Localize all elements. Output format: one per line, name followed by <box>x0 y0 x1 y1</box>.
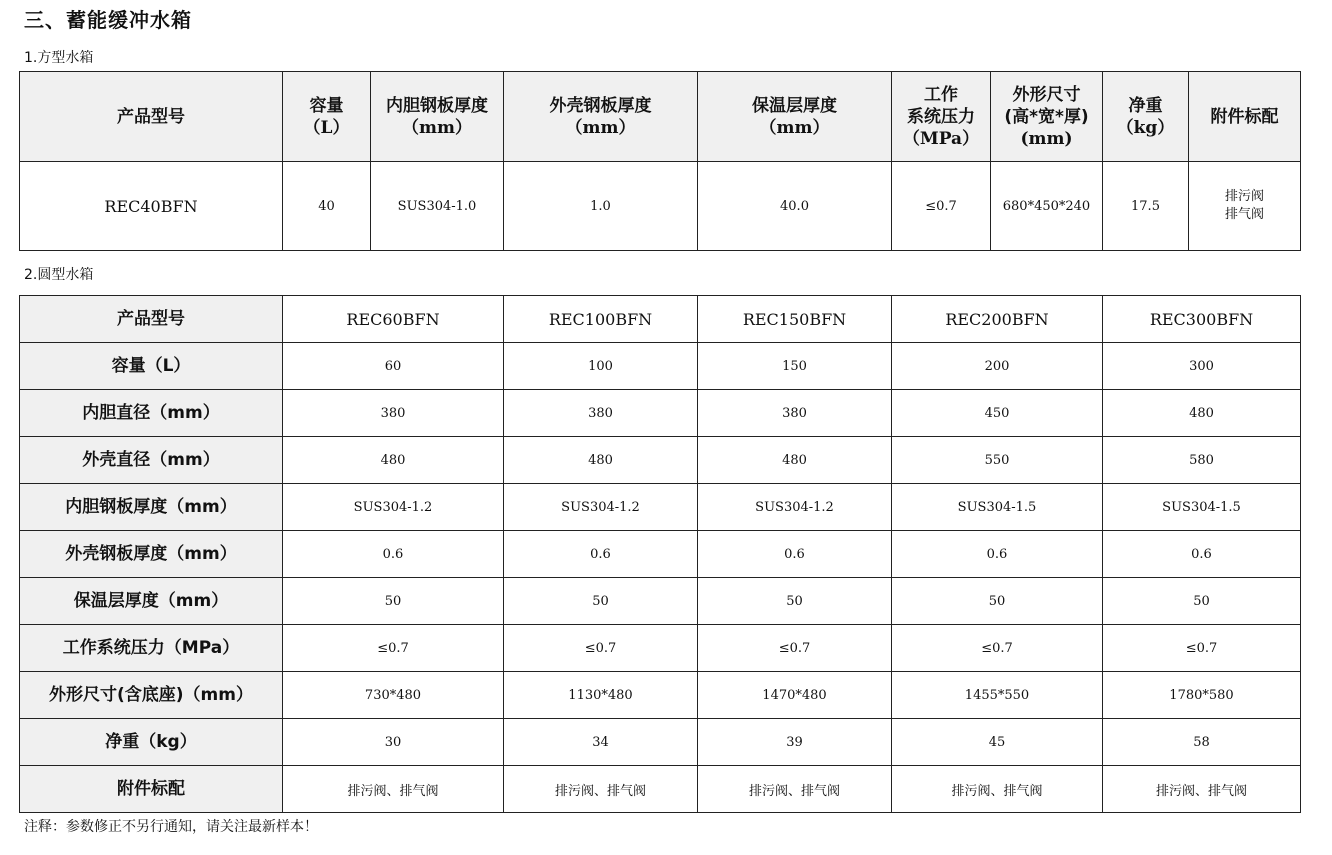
header-capacity: 容量 （L） <box>283 72 371 162</box>
row-label: 净重（kg） <box>20 719 283 766</box>
table-cell: 39 <box>698 719 892 766</box>
table-row <box>20 162 1301 251</box>
table-cell: SUS304-1.2 <box>698 484 892 531</box>
table-cell: 730*480 <box>283 672 504 719</box>
table-cell: 58 <box>1103 719 1301 766</box>
table-cell: 50 <box>504 578 698 625</box>
cell-working-pressure: ≤0.7 <box>892 162 991 251</box>
header-model-2: REC150BFN <box>698 296 892 343</box>
table-row <box>20 766 1301 813</box>
header-model-0: REC60BFN <box>283 296 504 343</box>
table-cell: ≤0.7 <box>504 625 698 672</box>
row-label: 外形尺寸(含底座)（mm） <box>20 672 283 719</box>
table-row <box>20 625 1301 672</box>
table-cell: 480 <box>504 437 698 484</box>
row-label: 工作系统压力（MPa） <box>20 625 283 672</box>
row-label: 外壳直径（mm） <box>20 437 283 484</box>
table-cell: 0.6 <box>283 531 504 578</box>
table-cell: 排污阀、排气阀 <box>504 766 698 813</box>
table-cell: 50 <box>1103 578 1301 625</box>
table-cell: 580 <box>1103 437 1301 484</box>
square-tank-subtitle: 1.方型水箱 <box>24 50 94 66</box>
row-label: 内胆钢板厚度（mm） <box>20 484 283 531</box>
table-cell: SUS304-1.5 <box>1103 484 1301 531</box>
cell-model: REC40BFN <box>20 162 283 251</box>
table-cell: 1780*580 <box>1103 672 1301 719</box>
table-cell: SUS304-1.2 <box>283 484 504 531</box>
round-tank-subtitle: 2.圆型水箱 <box>24 267 94 283</box>
table-row <box>20 390 1301 437</box>
table-row <box>20 719 1301 766</box>
table-cell: ≤0.7 <box>283 625 504 672</box>
table-cell: 0.6 <box>892 531 1103 578</box>
footnote: 注释：参数修正不另行通知，请关注最新样本！ <box>24 819 318 835</box>
table-cell: 450 <box>892 390 1103 437</box>
table-cell: 380 <box>698 390 892 437</box>
table-cell: ≤0.7 <box>1103 625 1301 672</box>
table-row <box>20 343 1301 390</box>
table-cell: 550 <box>892 437 1103 484</box>
table-cell: 100 <box>504 343 698 390</box>
row-label: 保温层厚度（mm） <box>20 578 283 625</box>
header-insulation-thickness: 保温层厚度 （mm） <box>698 72 892 162</box>
table-cell: 50 <box>698 578 892 625</box>
table-cell: 34 <box>504 719 698 766</box>
cell-insulation-thickness: 40.0 <box>698 162 892 251</box>
table-row <box>20 484 1301 531</box>
table-cell: 排污阀、排气阀 <box>283 766 504 813</box>
table-cell: ≤0.7 <box>698 625 892 672</box>
row-label: 外壳钢板厚度（mm） <box>20 531 283 578</box>
cell-accessories: 排污阀 排气阀 <box>1189 162 1301 251</box>
table-cell: 0.6 <box>1103 531 1301 578</box>
round-table-header-row <box>20 296 1301 343</box>
table-cell: 480 <box>283 437 504 484</box>
header-dimensions: 外形尺寸 (高*宽*厚) (mm) <box>991 72 1103 162</box>
row-label: 容量（L） <box>20 343 283 390</box>
header-working-pressure: 工作 系统压力 （MPa） <box>892 72 991 162</box>
table-cell: 480 <box>698 437 892 484</box>
header-model-3: REC200BFN <box>892 296 1103 343</box>
table-row <box>20 578 1301 625</box>
table-cell: 150 <box>698 343 892 390</box>
header-inner-thickness: 内胆钢板厚度 （mm） <box>371 72 504 162</box>
header-model: 产品型号 <box>20 296 283 343</box>
square-tank-table <box>19 71 1301 251</box>
table-cell: 50 <box>283 578 504 625</box>
table-cell: 300 <box>1103 343 1301 390</box>
header-model-1: REC100BFN <box>504 296 698 343</box>
table-cell: 1455*550 <box>892 672 1103 719</box>
table-cell: 380 <box>504 390 698 437</box>
table-cell: 200 <box>892 343 1103 390</box>
table-cell: 排污阀、排气阀 <box>892 766 1103 813</box>
row-label: 附件标配 <box>20 766 283 813</box>
table-cell: 60 <box>283 343 504 390</box>
section-title: 三、蓄能缓冲水箱 <box>24 8 192 32</box>
cell-capacity: 40 <box>283 162 371 251</box>
round-tank-table <box>19 295 1301 813</box>
table-cell: 45 <box>892 719 1103 766</box>
header-model-4: REC300BFN <box>1103 296 1301 343</box>
cell-inner-thickness: SUS304-1.0 <box>371 162 504 251</box>
square-table-header-row <box>20 72 1301 162</box>
table-cell: ≤0.7 <box>892 625 1103 672</box>
table-row <box>20 531 1301 578</box>
table-row <box>20 437 1301 484</box>
cell-net-weight: 17.5 <box>1103 162 1189 251</box>
header-model: 产品型号 <box>20 72 283 162</box>
row-label: 内胆直径（mm） <box>20 390 283 437</box>
table-cell: 50 <box>892 578 1103 625</box>
cell-outer-thickness: 1.0 <box>504 162 698 251</box>
table-cell: 排污阀、排气阀 <box>698 766 892 813</box>
table-cell: 0.6 <box>698 531 892 578</box>
table-cell: 1130*480 <box>504 672 698 719</box>
cell-dimensions: 680*450*240 <box>991 162 1103 251</box>
header-accessories: 附件标配 <box>1189 72 1301 162</box>
table-cell: SUS304-1.2 <box>504 484 698 531</box>
table-cell: 1470*480 <box>698 672 892 719</box>
header-outer-thickness: 外壳钢板厚度 （mm） <box>504 72 698 162</box>
table-cell: 380 <box>283 390 504 437</box>
table-cell: 0.6 <box>504 531 698 578</box>
table-cell: SUS304-1.5 <box>892 484 1103 531</box>
table-cell: 480 <box>1103 390 1301 437</box>
table-cell: 排污阀、排气阀 <box>1103 766 1301 813</box>
table-row <box>20 672 1301 719</box>
header-net-weight: 净重 （kg） <box>1103 72 1189 162</box>
table-cell: 30 <box>283 719 504 766</box>
